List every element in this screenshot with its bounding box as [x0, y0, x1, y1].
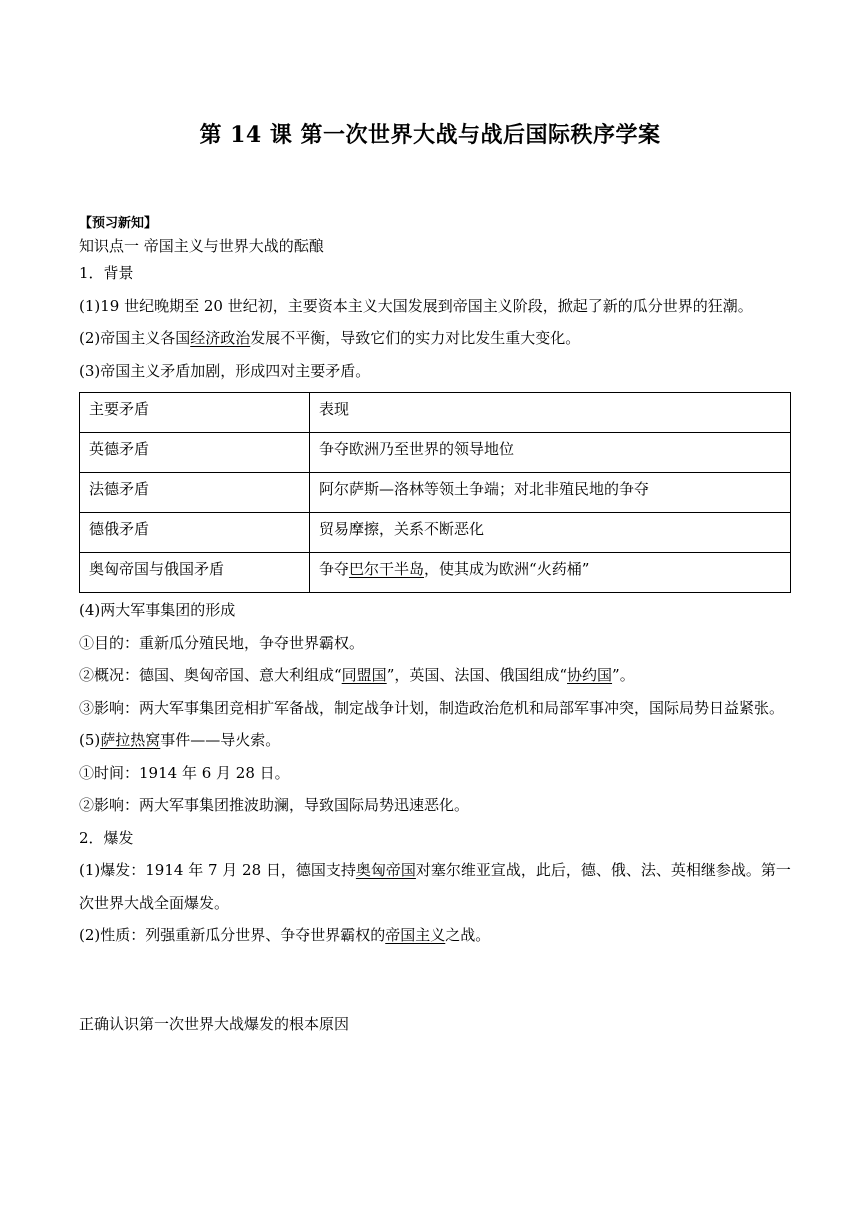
note-paragraph: 正确认识第一次世界大战爆发的根本原因: [79, 1014, 350, 1033]
underlined-term: 同盟国: [341, 666, 387, 684]
paragraph-bg4-1: ①目的：重新瓜分殖民地，争夺世界霸权。: [79, 633, 365, 652]
underlined-term: 帝国主义: [385, 926, 446, 944]
table-header-cell: 表现: [310, 393, 791, 433]
underlined-term: 奥匈帝国: [355, 861, 416, 879]
document-body: [79, 213, 791, 1040]
text: ”。: [612, 666, 635, 684]
table-cell: [310, 553, 791, 593]
heading-outbreak: 2．爆发: [79, 828, 134, 847]
paragraph-bg5-1: ①时间：1914 年 6 月 28 日。: [79, 763, 290, 782]
contradictions-table: [79, 392, 791, 593]
text: ②概况：德国、奥匈帝国、意大利组成“: [79, 666, 342, 684]
text: (1)爆发：1914 年 7 月 28 日，德国支持: [79, 861, 356, 879]
spacer: [79, 952, 791, 1008]
paragraph-bg1: (1)19 世纪晚期至 20 世纪初，主要资本主义大国发展到帝国主义阶段，掀起了新的瓜分世界的狂潮。: [79, 296, 753, 315]
table-row: [80, 513, 791, 553]
table-cell: 法德矛盾: [80, 473, 310, 513]
text: ”，英国、法国、俄国组成“: [386, 666, 568, 684]
text: (5): [79, 731, 101, 749]
paragraph-bg5: [79, 724, 791, 757]
text: 对塞尔维亚宣战，此后，德、俄、法、英相继参战。第一次世界大战全面爆发。: [79, 861, 791, 912]
table-cell: 奥匈帝国与俄国矛盾: [80, 553, 310, 593]
underlined-term: 萨拉热窝: [100, 731, 161, 749]
table-cell: 贸易摩擦，关系不断恶化: [310, 513, 791, 553]
table-row: [80, 553, 791, 593]
table-header-row: [80, 393, 791, 433]
table-cell: 德俄矛盾: [80, 513, 310, 553]
paragraph-bg3: (3)帝国主义矛盾加剧，形成四对主要矛盾。: [79, 361, 371, 380]
text: (2)性质：列强重新瓜分世界、争夺世界霸权的: [79, 926, 386, 944]
paragraph-bg4-2: [79, 659, 791, 692]
table-row: [80, 473, 791, 513]
paragraph-bg5-2: ②影响：两大军事集团推波助澜，导致国际局势迅速恶化。: [79, 796, 470, 814]
underlined-term: 经济政治: [190, 329, 251, 347]
paragraph-ob2: [79, 919, 791, 952]
paragraph-ob1: [79, 854, 791, 919]
knowledge-point-title: 知识点一 帝国主义与世界大战的酝酿: [79, 237, 324, 255]
table-cell: 争夺欧洲乃至世界的领导地位: [310, 433, 791, 473]
paragraph-bg4: (4)两大军事集团的形成: [79, 601, 236, 619]
table-row: [80, 433, 791, 473]
paragraph-bg2: [79, 322, 791, 355]
text: ，使其成为欧洲“火药桶”: [424, 560, 590, 578]
text: (2)帝国主义各国: [79, 329, 191, 347]
text: 事件——导火索。: [160, 731, 281, 749]
text: 发展不平衡，导致它们的实力对比发生重大变化。: [250, 329, 581, 347]
table-cell: 阿尔萨斯—洛林等领土争端；对北非殖民地的争夺: [310, 473, 791, 513]
paragraph-bg4-3: ③影响：两大军事集团竞相扩军备战，制定战争计划，制造政治危机和局部军事冲突，国际局势日益紧张。: [79, 698, 785, 717]
underlined-term: 巴尔干半岛: [349, 560, 425, 578]
table-cell: 英德矛盾: [80, 433, 310, 473]
table-header-cell: 主要矛盾: [80, 393, 310, 433]
page-title: 第 14 课 第一次世界大战与战后国际秩序学案: [199, 122, 661, 148]
heading-background: 1．背景: [79, 264, 134, 282]
section-heading: 【预习新知】: [79, 216, 158, 231]
underlined-term: 协约国: [567, 666, 613, 684]
text: 之战。: [445, 926, 491, 944]
text: 争夺: [319, 560, 350, 578]
